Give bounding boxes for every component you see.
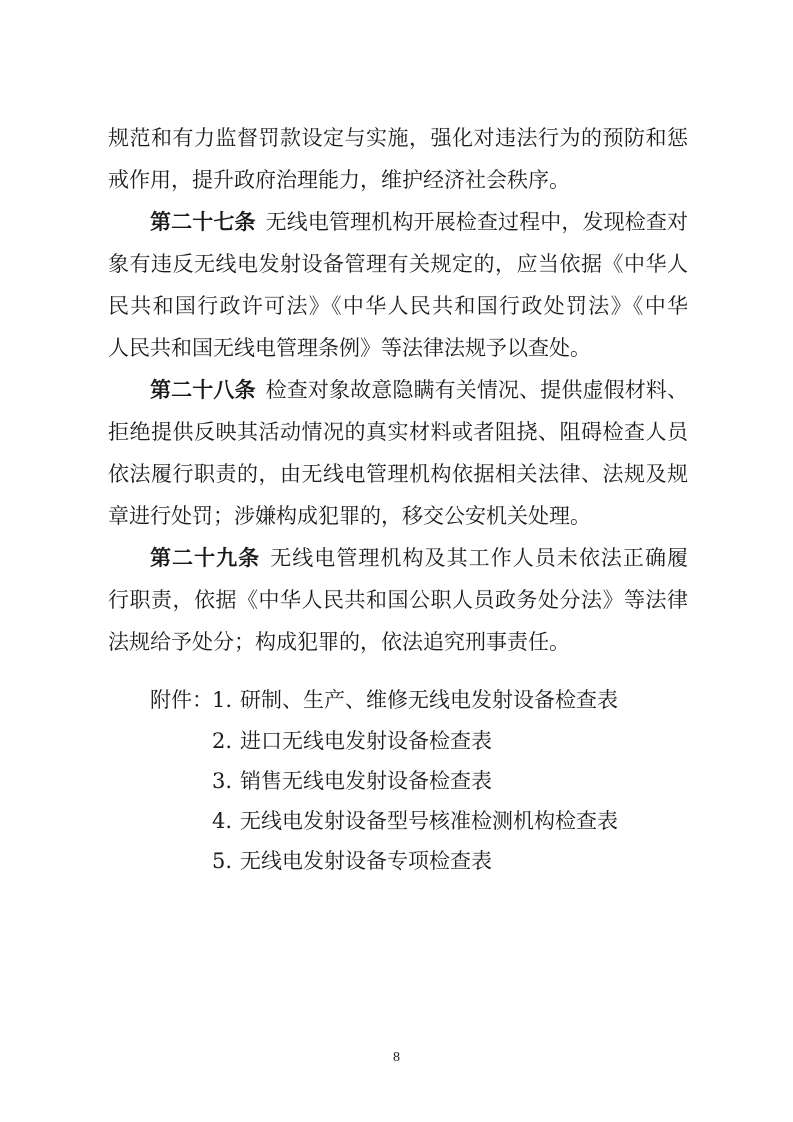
page-number: 8 — [393, 1050, 400, 1065]
article-heading: 第二十八条 — [150, 378, 256, 402]
attachment-item: 进口无线电发射设备检查表 — [240, 729, 492, 753]
article-27-first-line — [150, 212, 688, 236]
attachment-item: 无线电发射设备型号核准检测机构检查表 — [240, 809, 618, 833]
article-text: 检查对象故意隐瞒有关情况、提供虚假材料、 — [265, 378, 688, 402]
article-28-first-line — [150, 380, 688, 404]
article-heading: 第二十七条 — [150, 210, 256, 234]
body-line: 戒作用，提升政府治理能力，维护经济社会秩序。 — [108, 168, 570, 192]
body-line: 法规给予处分；构成犯罪的，依法追究刑事责任。 — [108, 630, 570, 654]
attachment-num: 3. — [212, 769, 233, 793]
article-text: 无线电管理机构及其工作人员未依法正确履 — [270, 546, 688, 570]
body-line: 规范和有力监督罚款设定与实施，强化对违法行为的预防和惩 — [108, 126, 688, 150]
attachment-num: 5. — [212, 849, 233, 873]
attachment-num: 2. — [212, 729, 233, 753]
body-line: 象有违反无线电发射设备管理有关规定的，应当依据《中华人 — [108, 252, 688, 276]
attachment-num: 4. — [212, 809, 233, 833]
attachment-item: 研制、生产、维修无线电发射设备检查表 — [240, 688, 618, 712]
body-line: 章进行处罚；涉嫌构成犯罪的，移交公安机关处理。 — [108, 504, 591, 528]
article-text: 无线电管理机构开展检查过程中，发现检查对 — [265, 210, 688, 234]
attachment-item: 无线电发射设备专项检查表 — [240, 849, 492, 873]
attachments-label: 附件： — [150, 688, 213, 712]
body-line: 行职责，依据《中华人民共和国公职人员政务处分法》等法律 — [108, 588, 688, 612]
body-line: 人民共和国无线电管理条例》等法律法规予以查处。 — [108, 336, 591, 360]
attachment-num: 1. — [212, 688, 233, 712]
body-line: 依法履行职责的，由无线电管理机构依据相关法律、法规及规 — [108, 462, 688, 486]
article-heading: 第二十九条 — [150, 546, 261, 570]
attachment-item: 销售无线电发射设备检查表 — [240, 769, 492, 793]
body-line: 拒绝提供反映其活动情况的真实材料或者阻挠、阻碍检查人员 — [108, 420, 688, 444]
article-29-first-line — [150, 548, 688, 572]
body-line: 民共和国行政许可法》《中华人民共和国行政处罚法》《中华 — [108, 294, 688, 318]
